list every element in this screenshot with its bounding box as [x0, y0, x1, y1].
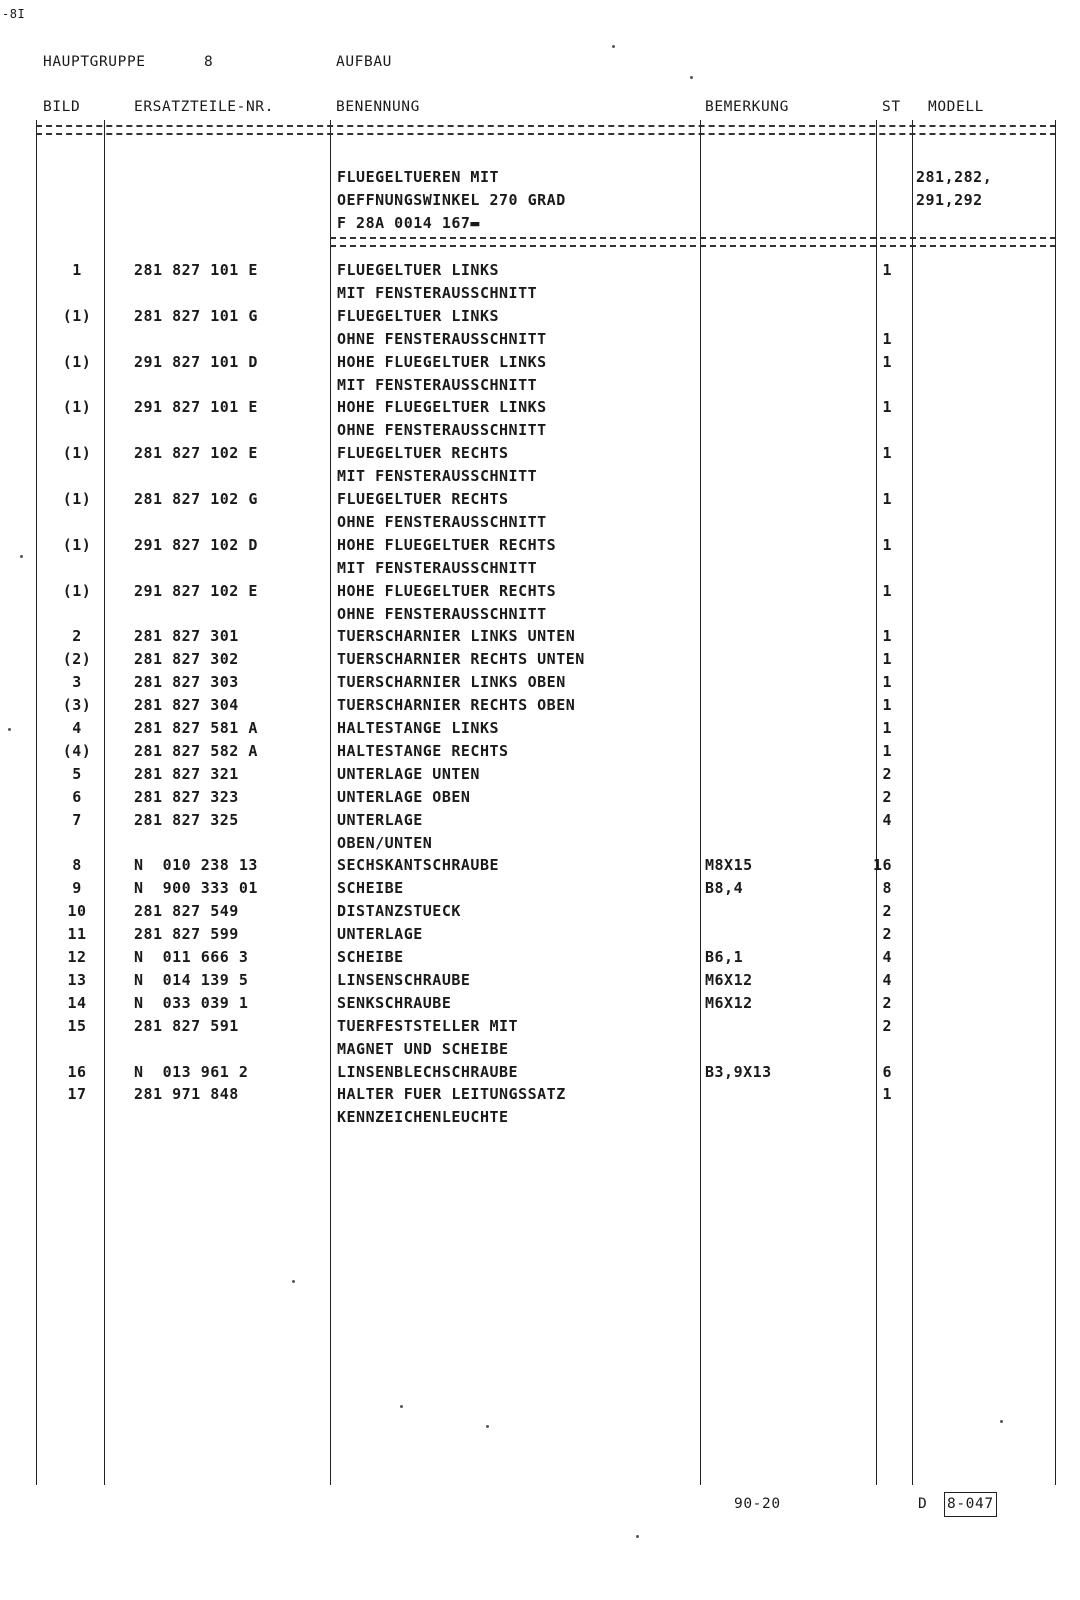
cell-bild: (1) — [62, 535, 92, 554]
header-separator — [36, 125, 1056, 135]
cell-name: UNTERLAGE UNTEN — [337, 764, 480, 783]
cell-name: HOHE FLUEGELTUER LINKS — [337, 398, 547, 417]
cell-qty: 1 — [882, 398, 892, 417]
cell-bild: (1) — [62, 352, 92, 371]
cell-qty: 8 — [882, 879, 892, 898]
cell-qty: 4 — [882, 970, 892, 989]
cell-qty: 1 — [882, 696, 892, 715]
cell-qty: 2 — [882, 1016, 892, 1035]
cell-bild: 10 — [67, 902, 87, 921]
cell-name: HOHE FLUEGELTUER RECHTS — [337, 581, 557, 600]
cell-qty: 1 — [882, 673, 892, 692]
cell-bild: 13 — [67, 970, 87, 989]
cell-name: OHNE FENSTERAUSSCHNITT — [337, 512, 547, 531]
cell-remark: B8,4 — [705, 879, 744, 898]
cell-bild: 2 — [72, 627, 82, 646]
cell-qty: 1 — [882, 719, 892, 737]
cell-name: FLUEGELTUER LINKS — [337, 261, 500, 279]
cell-part-number: 281 971 848 — [134, 1085, 239, 1104]
cell-name: SENKSCHRAUBE — [337, 993, 452, 1012]
column-header-remark: BEMERKUNG — [705, 99, 789, 115]
table-row — [0, 282, 1080, 305]
table-row — [0, 259, 1080, 282]
cell-name: OHNE FENSTERAUSSCHNITT — [337, 329, 547, 348]
cell-name: TUERFESTSTELLER MIT — [337, 1016, 519, 1035]
footer-page-ref: 8-047 — [944, 1492, 997, 1517]
table-row — [0, 625, 1080, 648]
cell-bild: (1) — [62, 444, 92, 463]
cell-part-number: 281 827 102 E — [134, 444, 258, 463]
cell-name: HALTESTANGE RECHTS — [337, 741, 509, 760]
table-row — [0, 328, 1080, 351]
cell-name: TUERSCHARNIER LINKS UNTEN — [337, 627, 576, 646]
footer-language: D — [918, 1496, 928, 1512]
cell-name: SECHSKANTSCHRAUBE — [337, 856, 500, 875]
cell-bild: 8 — [72, 856, 82, 875]
cell-part-number: 281 827 102 G — [134, 490, 258, 508]
table-row — [0, 969, 1080, 992]
table-row — [0, 1106, 1080, 1129]
cell-part-number: 291 827 101 D — [134, 352, 258, 371]
cell-name: SCHEIBE — [337, 879, 404, 898]
cell-part-number: 281 827 591 — [134, 1016, 239, 1035]
cell-qty: 1 — [882, 650, 892, 669]
cell-name: TUERSCHARNIER RECHTS UNTEN — [337, 650, 585, 669]
cell-qty: 16 — [872, 856, 892, 875]
cell-qty: 1 — [882, 329, 892, 348]
cell-name: MIT FENSTERAUSSCHNITT — [337, 467, 538, 486]
table-row — [0, 1015, 1080, 1038]
cell-bild: 1 — [72, 261, 82, 279]
section-model: 281,282, — [916, 168, 993, 186]
cell-bild: 17 — [67, 1085, 87, 1104]
table-row — [0, 557, 1080, 580]
cell-name: HALTESTANGE LINKS — [337, 719, 500, 737]
scan-speck — [690, 76, 693, 79]
table-row — [0, 511, 1080, 534]
column-header-name: BENENNUNG — [336, 99, 420, 115]
cell-name: OBEN/UNTEN — [337, 833, 433, 852]
cell-part-number: 281 827 321 — [134, 764, 239, 783]
cell-name: HOHE FLUEGELTUER RECHTS — [337, 535, 557, 554]
cell-part-number: 281 827 582 A — [134, 741, 258, 760]
table-row — [0, 1038, 1080, 1061]
scan-speck — [292, 1280, 295, 1283]
cell-bild: 7 — [72, 810, 82, 829]
table-row — [0, 648, 1080, 671]
cell-bild: 5 — [72, 764, 82, 783]
section-title-line: FLUEGELTUEREN MIT — [337, 168, 500, 186]
cell-qty: 1 — [882, 261, 892, 279]
cell-part-number: 281 827 101 E — [134, 261, 258, 279]
table-row — [0, 671, 1080, 694]
cell-remark: B3,9X13 — [705, 1062, 772, 1081]
cell-bild: 14 — [67, 993, 87, 1012]
cell-qty: 1 — [882, 352, 892, 371]
table-row — [0, 809, 1080, 832]
cell-name: UNTERLAGE — [337, 925, 423, 944]
table-row — [0, 763, 1080, 786]
cell-qty: 2 — [882, 764, 892, 783]
cell-bild: 6 — [72, 787, 82, 806]
cell-qty: 2 — [882, 787, 892, 806]
table-row — [0, 694, 1080, 717]
cell-part-number: 291 827 101 E — [134, 398, 258, 417]
cell-name: TUERSCHARNIER LINKS OBEN — [337, 673, 566, 692]
cell-bild: 16 — [67, 1062, 87, 1081]
group-name: AUFBAU — [336, 54, 392, 70]
section-title-line: F 28A 0014 167▬ — [337, 214, 480, 232]
cell-part-number: 281 827 302 — [134, 650, 239, 669]
cell-bild: (4) — [62, 741, 92, 760]
cell-name: HALTER FUER LEITUNGSSATZ — [337, 1085, 566, 1104]
table-row — [0, 419, 1080, 442]
table-row — [0, 717, 1080, 740]
cell-remark: M6X12 — [705, 970, 753, 989]
cell-part-number: N 013 961 2 — [134, 1062, 249, 1081]
cell-part-number: N 011 666 3 — [134, 948, 249, 966]
cell-name: TUERSCHARNIER RECHTS OBEN — [337, 696, 576, 715]
cell-bild: 15 — [67, 1016, 87, 1035]
cell-bild: 3 — [72, 673, 82, 692]
cell-part-number: 281 827 599 — [134, 925, 239, 944]
cell-name: MIT FENSTERAUSSCHNITT — [337, 283, 538, 302]
cell-remark: M8X15 — [705, 856, 753, 875]
cell-bild: (1) — [62, 306, 92, 325]
cell-remark: B6,1 — [705, 948, 744, 966]
cell-qty: 4 — [882, 948, 892, 966]
cell-part-number: 281 827 325 — [134, 810, 239, 829]
cell-name: HOHE FLUEGELTUER LINKS — [337, 352, 547, 371]
cell-name: MIT FENSTERAUSSCHNITT — [337, 375, 538, 394]
table-row — [0, 465, 1080, 488]
scan-speck — [1000, 1420, 1003, 1423]
cell-qty: 6 — [882, 1062, 892, 1081]
cell-part-number: 281 827 301 — [134, 627, 239, 646]
cell-bild: 4 — [72, 719, 82, 737]
table-row — [0, 396, 1080, 419]
cell-name: LINSENBLECHSCHRAUBE — [337, 1062, 519, 1081]
cell-name: OHNE FENSTERAUSSCHNITT — [337, 421, 547, 440]
table-row — [0, 580, 1080, 603]
cell-bild: 12 — [67, 948, 87, 966]
table-row — [0, 854, 1080, 877]
scan-speck — [486, 1425, 489, 1428]
column-header-part-number: ERSATZTEILE-NR. — [134, 99, 274, 115]
cell-part-number: 281 827 323 — [134, 787, 239, 806]
cell-name: UNTERLAGE — [337, 810, 423, 829]
table-row — [0, 992, 1080, 1015]
cell-part-number: 291 827 102 D — [134, 535, 258, 554]
table-row — [0, 832, 1080, 855]
cell-qty: 2 — [882, 993, 892, 1012]
cell-name: KENNZEICHENLEUCHTE — [337, 1108, 509, 1127]
cell-name: LINSENSCHRAUBE — [337, 970, 471, 989]
cell-remark: M6X12 — [705, 993, 753, 1012]
table-row — [0, 740, 1080, 763]
table-row — [0, 1083, 1080, 1106]
cell-bild: (2) — [62, 650, 92, 669]
cell-name: OHNE FENSTERAUSSCHNITT — [337, 604, 547, 623]
corner-mark: -8I — [2, 7, 26, 21]
table-row — [0, 305, 1080, 328]
table-row — [0, 786, 1080, 809]
cell-qty: 1 — [882, 581, 892, 600]
table-row — [0, 374, 1080, 397]
section-model: 291,292 — [916, 191, 983, 209]
cell-name: FLUEGELTUER LINKS — [337, 306, 500, 325]
table-row — [0, 923, 1080, 946]
cell-part-number: 281 827 549 — [134, 902, 239, 921]
cell-qty: 1 — [882, 1085, 892, 1104]
column-header-bild: BILD — [43, 99, 81, 115]
cell-bild: (3) — [62, 696, 92, 715]
table-row — [0, 877, 1080, 900]
cell-qty: 1 — [882, 490, 892, 508]
cell-part-number: N 900 333 01 — [134, 879, 258, 898]
table-row — [0, 603, 1080, 626]
cell-name: UNTERLAGE OBEN — [337, 787, 471, 806]
cell-qty: 2 — [882, 925, 892, 944]
cell-bild: 11 — [67, 925, 87, 944]
cell-bild: (1) — [62, 490, 92, 508]
cell-part-number: N 014 139 5 — [134, 970, 249, 989]
cell-qty: 1 — [882, 741, 892, 760]
section-title-line: OEFFNUNGSWINKEL 270 GRAD — [337, 191, 566, 209]
cell-part-number: 281 827 101 G — [134, 306, 258, 325]
cell-name: SCHEIBE — [337, 948, 404, 966]
cell-name: MIT FENSTERAUSSCHNITT — [337, 558, 538, 577]
scan-speck — [612, 45, 615, 48]
table-row — [0, 351, 1080, 374]
scan-speck — [20, 555, 23, 558]
cell-qty: 1 — [882, 535, 892, 554]
cell-part-number: 291 827 102 E — [134, 581, 258, 600]
cell-bild: (1) — [62, 398, 92, 417]
cell-qty: 1 — [882, 444, 892, 463]
cell-qty: 2 — [882, 902, 892, 921]
scan-speck — [8, 728, 11, 731]
table-row — [0, 946, 1080, 969]
cell-part-number: 281 827 304 — [134, 696, 239, 715]
cell-qty: 1 — [882, 627, 892, 646]
scan-speck — [400, 1405, 403, 1408]
cell-part-number: N 010 238 13 — [134, 856, 258, 875]
cell-part-number: 281 827 303 — [134, 673, 239, 692]
table-row — [0, 534, 1080, 557]
cell-name: DISTANZSTUECK — [337, 902, 461, 921]
cell-name: MAGNET UND SCHEIBE — [337, 1039, 509, 1058]
column-header-qty: ST — [882, 99, 901, 115]
table-row — [0, 1061, 1080, 1084]
group-number: 8 — [204, 54, 214, 70]
column-header-model: MODELL — [928, 99, 984, 115]
cell-name: FLUEGELTUER RECHTS — [337, 444, 509, 463]
cell-qty: 4 — [882, 810, 892, 829]
table-row — [0, 442, 1080, 465]
cell-bild: 9 — [72, 879, 82, 898]
footer-date: 90-20 — [734, 1496, 781, 1512]
section-separator — [330, 237, 1056, 247]
cell-part-number: N 033 039 1 — [134, 993, 249, 1012]
cell-part-number: 281 827 581 A — [134, 719, 258, 737]
table-row — [0, 488, 1080, 511]
cell-name: FLUEGELTUER RECHTS — [337, 490, 509, 508]
group-label: HAUPTGRUPPE — [43, 54, 146, 70]
scan-speck — [636, 1535, 639, 1538]
table-row — [0, 900, 1080, 923]
cell-bild: (1) — [62, 581, 92, 600]
